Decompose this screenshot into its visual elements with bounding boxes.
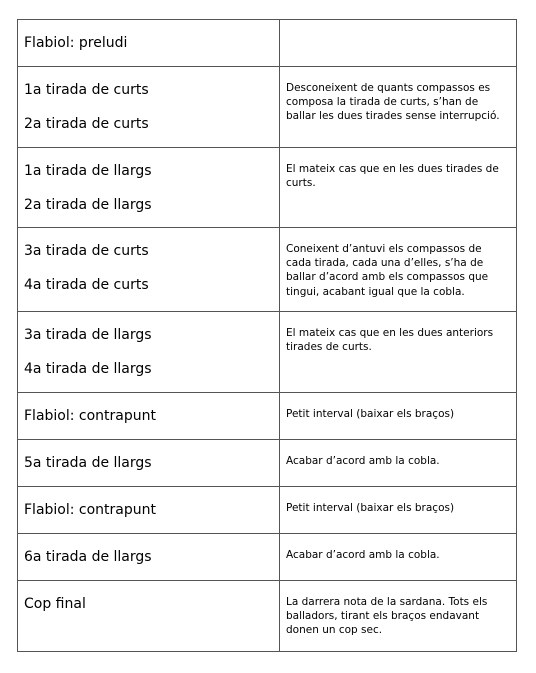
table-row [18, 487, 517, 534]
note-text: Coneixent d’antuvi els compassos de cada tirada, cada una d’elles, s’ha de ballar d’acord amb els compassos que tingui, acabant igual que la cobla. [286, 243, 489, 298]
step-cell [18, 487, 280, 534]
step-label: Flabiol: contrapunt [24, 502, 157, 518]
step-cell [18, 581, 280, 652]
step-cell [18, 20, 280, 67]
table-row [18, 228, 517, 312]
step-label: Cop final [24, 596, 86, 612]
note-cell [280, 67, 517, 148]
table-row [18, 148, 517, 228]
note-text: El mateix cas que en les dues tirades de curts. [286, 163, 499, 190]
step-label: 3a tirada de llargs [24, 327, 152, 343]
note-text: El mateix cas que en les dues anteriors tirades de curts. [286, 327, 494, 354]
step-label: 5a tirada de llargs [24, 455, 152, 471]
step-cell [18, 228, 280, 312]
note-text: La darrera nota de la sardana. Tots els balladors, tirant els braços endavant donen un cop sec. [286, 596, 488, 637]
step-label: 2a tirada de llargs [24, 197, 152, 213]
note-text: Acabar d’acord amb la cobla. [286, 549, 440, 561]
note-cell [280, 20, 517, 67]
step-label: 4a tirada de llargs [24, 361, 152, 377]
note-text: Desconeixent de quants compassos es composa la tirada de curts, s’han de ballar les dues tirades sense interrupció. [286, 82, 500, 123]
step-label: Flabiol: preludi [24, 35, 128, 51]
step-cell [18, 67, 280, 148]
note-text: Acabar d’acord amb la cobla. [286, 455, 440, 467]
note-cell [280, 228, 517, 312]
step-cell [18, 312, 280, 393]
note-cell [280, 534, 517, 581]
step-label: Flabiol: contrapunt [24, 408, 157, 424]
note-cell [280, 312, 517, 393]
note-cell [280, 148, 517, 228]
step-cell [18, 534, 280, 581]
step-cell [18, 440, 280, 487]
step-label: 1a tirada de curts [24, 82, 149, 98]
note-text: Petit interval (baixar els braços) [286, 502, 455, 514]
table-row [18, 534, 517, 581]
table-row [18, 20, 517, 67]
note-cell [280, 487, 517, 534]
step-cell [18, 148, 280, 228]
table-row [18, 312, 517, 393]
note-cell [280, 393, 517, 440]
sardana-steps-table [17, 19, 517, 652]
table-row [18, 393, 517, 440]
table-row [18, 440, 517, 487]
note-cell [280, 581, 517, 652]
note-text: Petit interval (baixar els braços) [286, 408, 455, 420]
step-label: 2a tirada de curts [24, 116, 149, 132]
step-label: 6a tirada de llargs [24, 549, 152, 565]
step-label: 3a tirada de curts [24, 243, 149, 259]
table-row [18, 67, 517, 148]
step-label: 1a tirada de llargs [24, 163, 152, 179]
table-row [18, 581, 517, 652]
step-label: 4a tirada de curts [24, 277, 149, 293]
step-cell [18, 393, 280, 440]
note-cell [280, 440, 517, 487]
